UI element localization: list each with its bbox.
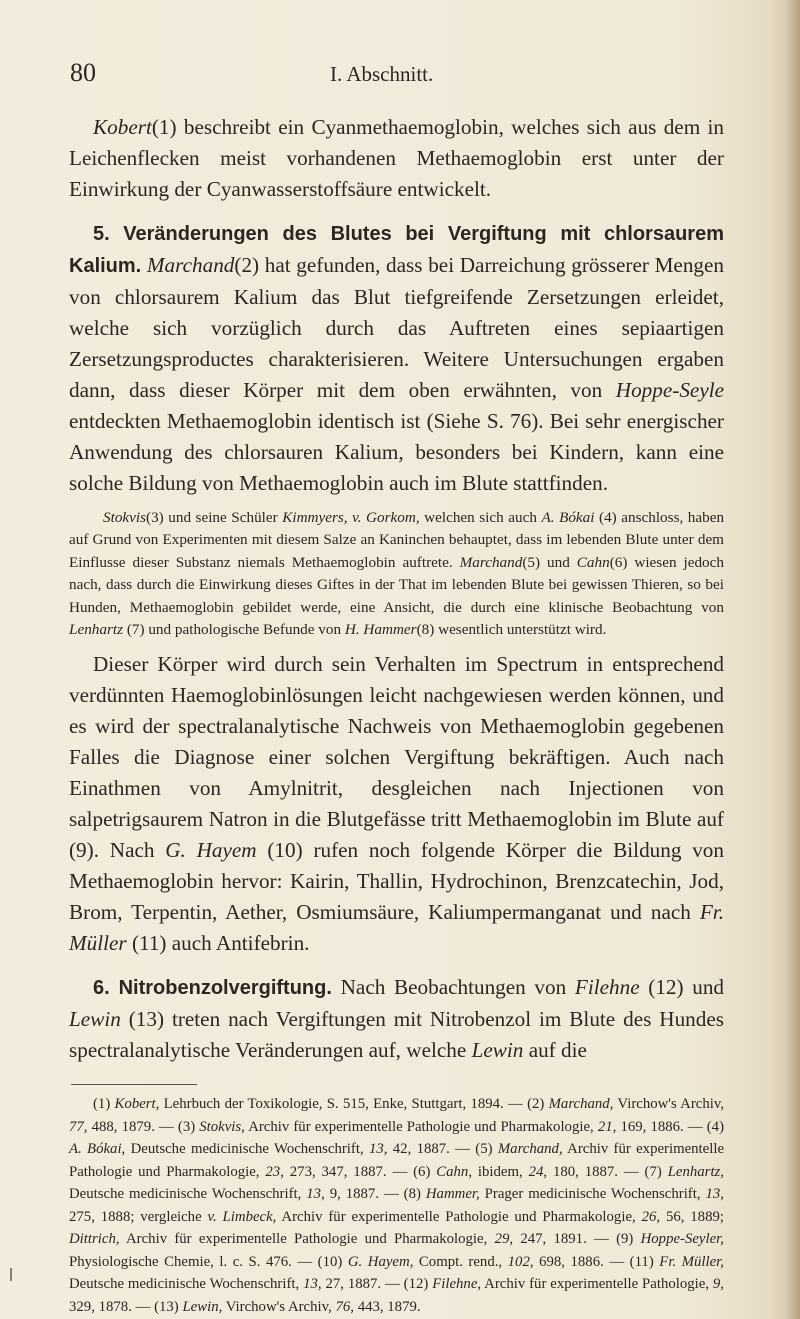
footnote-emphasis: 23, bbox=[265, 1163, 284, 1180]
footnote-emphasis: 29, bbox=[494, 1231, 514, 1248]
page-number: 80 bbox=[70, 58, 96, 87]
footnote-emphasis: 76, bbox=[335, 1298, 354, 1315]
footnote-emphasis: 26, bbox=[641, 1208, 661, 1225]
small-print-paragraph bbox=[69, 507, 724, 641]
footnote-text: 488, 1879. — (3) bbox=[91, 1118, 196, 1135]
author-name: Marchand bbox=[459, 553, 523, 571]
footnote-emphasis: G. Hayem, bbox=[347, 1253, 414, 1270]
footnote-text: Prager medicinische Wochenschrift, bbox=[484, 1186, 701, 1203]
text-run: auf die bbox=[528, 1038, 587, 1063]
section-heading: 5. Veränderungen des Blutes bei Vergiftung mit chlorsaurem Kalium. bbox=[69, 223, 724, 277]
footnote-text: Deutsche medicinische Wochenschrift, bbox=[130, 1141, 364, 1158]
footnote-emphasis: Marchand, bbox=[548, 1096, 614, 1113]
text-run: (2) hat gefunden, dass bei Darreichung grösserer Mengen von chlorsaurem Kalium das Blut tiefgreifende Zersetzungen erleidet, welche sich vorzüglich durch das Auftreten eines sepiaartigen Zersetzungsproductes charakterisieren. Weitere Untersuchungen ergaben dann, dass dieser Körper mit dem oben erwähnten, von bbox=[69, 253, 725, 402]
footnote-text: 169, 1886. — (4) bbox=[620, 1118, 724, 1135]
footnote-emphasis: Hammer, bbox=[425, 1186, 480, 1203]
footnote-text: Compt. rend., bbox=[418, 1253, 503, 1270]
author-name: Lewin bbox=[69, 1007, 121, 1032]
footnote-emphasis: Lenhartz, bbox=[667, 1163, 725, 1180]
footnote-emphasis: 13, bbox=[303, 1276, 322, 1293]
footnote-emphasis: 13, bbox=[705, 1186, 724, 1203]
footnote-emphasis: Stokvis, bbox=[199, 1118, 245, 1135]
author-name: Cahn bbox=[576, 553, 610, 571]
footnote-text: Lehrbuch der Toxikologie, S. 515, Enke, Stuttgart, 1894. — (2) bbox=[163, 1096, 545, 1113]
author-name: Kimmyers, v. Gorkom, bbox=[282, 509, 420, 526]
text-run: Nach Beobachtungen von bbox=[340, 975, 567, 1000]
page-edge-shadow bbox=[786, 0, 800, 1319]
text-run: Dieser Körper wird durch sein Verhalten im Spectrum in entsprechend verdünnten Haemoglobinlösungen leicht nachgewiesen werden können, und es wird der spectralanalytische Nachweis von Methaemoglobin gegebenen Falles die Diagnose einer solchen Vergiftung bekräftigen. Auch nach Einathmen von Amylnitrit, desgleichen nach Injectionen von salpetrigsaurem Natron in die Blutgefässe tritt Methaemoglobin im Blute auf (9). Nach bbox=[69, 652, 724, 863]
footnote-emphasis: Dittrich, bbox=[69, 1231, 120, 1248]
page-header bbox=[70, 58, 720, 98]
footnote-text: Archiv für experimentelle Pathologie und Pharmakologie, bbox=[69, 1141, 725, 1180]
footnote-text: Virchow's Archiv, bbox=[225, 1298, 332, 1315]
footnote-emphasis: 24, bbox=[528, 1163, 548, 1180]
footnote-emphasis: Kobert, bbox=[114, 1096, 160, 1113]
footnote-text: Virchow's Archiv, bbox=[617, 1096, 725, 1113]
footnote-divider bbox=[71, 1084, 197, 1085]
footnote-text: 698, 1886. — (11) bbox=[539, 1253, 654, 1270]
text-run: welchen sich auch bbox=[424, 509, 537, 526]
running-head: I. Abschnitt. bbox=[330, 62, 434, 86]
spectrum-paragraph bbox=[69, 649, 724, 959]
footnote-text: 42, 1887. — (5) bbox=[392, 1141, 493, 1158]
text-run: (13) treten nach Vergiftungen mit Nitrobenzol im Blute des Hundes spectralanalytische Veränderungen auf, welche bbox=[69, 1007, 725, 1063]
text-run: (6) wiesen jedoch nach, dass durch die Einwirkung dieses Giftes in der That im lebenden Blute bei gewissen Thieren, so bei Hunden, Methaemoglobin gebildet werde, eine Ansicht, die durch eine klinische Beobachtung von bbox=[69, 553, 724, 616]
footnote-text: 275, 1888; vergleiche bbox=[69, 1208, 202, 1225]
author-name: Hoppe-Seyle bbox=[615, 378, 725, 402]
text-run: (3) und seine Schüler bbox=[146, 509, 278, 526]
author-name: Stokvis bbox=[103, 509, 147, 526]
footnote-text: Physiologische Chemie, l. c. S. 476. — (10) bbox=[69, 1253, 343, 1270]
footnote-text: Archiv für experimentelle Pathologie und Pharmakologie, bbox=[126, 1231, 488, 1248]
section-6-paragraph bbox=[69, 972, 724, 1066]
footnote-emphasis: Fr. Müller, bbox=[659, 1253, 724, 1270]
author-name: Lewin bbox=[471, 1038, 524, 1063]
author-name: H. Hammer bbox=[344, 621, 417, 639]
text-run: (10) rufen noch folgende Körper die Bildung von Methaemoglobin hervor: Kairin, Thallin, Hydrochinon, Brenzcatechin, Jod, Brom, Terpentin, Aether, Osmiumsäure, Kaliumpermanganat und nach bbox=[69, 838, 724, 925]
author-name: Kobert bbox=[93, 115, 152, 139]
footnote-emphasis: 13, bbox=[368, 1141, 388, 1158]
footnote-emphasis: 102, bbox=[507, 1253, 534, 1270]
author-name: Fr. Müller bbox=[69, 900, 724, 956]
footnote-emphasis: Hoppe-Seyler, bbox=[640, 1231, 724, 1248]
footnote-emphasis: Lewin, bbox=[182, 1298, 223, 1315]
footnote-emphasis: Filehne, bbox=[432, 1276, 482, 1293]
footnote-emphasis: 77, bbox=[69, 1118, 88, 1135]
footnote-text: 56, 1889; bbox=[665, 1208, 724, 1225]
footnote-emphasis: A. Bókai, bbox=[69, 1141, 126, 1158]
author-name: A. Bókai bbox=[541, 509, 595, 526]
footnote-text: 9, 1887. — (8) bbox=[329, 1186, 421, 1203]
footnote-text: Archiv für experimentelle Pathologie, bbox=[484, 1276, 710, 1293]
footnotes bbox=[69, 1093, 724, 1318]
text-run: (4) anschloss, haben auf Grund von Experimenten mit diesem Salze an Kaninchen behauptet, dass im lebenden Blute unter dem Einflusse dieser Substanz niemals Methaemoglobin auftrete. bbox=[69, 509, 725, 571]
paragraph-kobert bbox=[69, 112, 724, 205]
footnote-text: Deutsche medicinische Wochenschrift, bbox=[69, 1276, 300, 1293]
text-run: (5) und bbox=[522, 553, 570, 571]
footnote-text: 443, 1879. bbox=[357, 1298, 421, 1315]
text-run: (11) auch Antifebrin. bbox=[131, 931, 310, 956]
text-run: (7) und pathologische Befunde von bbox=[126, 621, 342, 639]
page-body bbox=[69, 112, 724, 1318]
footnote-emphasis: Marchand, bbox=[497, 1141, 563, 1158]
author-name: Filehne bbox=[574, 975, 640, 1000]
footnote-text: 247, 1891. — (9) bbox=[520, 1231, 634, 1248]
footnote-emphasis: Cahn, bbox=[436, 1163, 473, 1180]
text-run: (8) wesentlich unterstützt wird. bbox=[416, 621, 607, 639]
margin-mark bbox=[10, 1268, 12, 1281]
section-heading: 6. Nitrobenzolvergiftung. bbox=[93, 977, 332, 1000]
text-run: entdeckten Methaemoglobin identisch ist (Siehe S. 76). Bei sehr energischer Anwendung des chlorsauren Kalium, besonders bei Kindern, kann eine solche Bildung von Methaemoglobin auch im Blute stattfinden. bbox=[69, 409, 724, 495]
footnote-text: 27, 1887. — (12) bbox=[325, 1276, 429, 1293]
footnote-emphasis: 9, bbox=[712, 1276, 725, 1293]
footnote-text: Deutsche medicinische Wochenschrift, bbox=[69, 1186, 302, 1203]
footnote-emphasis: 21, bbox=[597, 1118, 617, 1135]
footnote-text: (1) bbox=[93, 1096, 111, 1113]
footnote-text: ibidem, bbox=[477, 1163, 523, 1180]
footnote-text: 273, 347, 1887. — (6) bbox=[289, 1163, 431, 1180]
footnote-text: 180, 1887. — (7) bbox=[552, 1163, 662, 1180]
author-name: Lenhartz bbox=[69, 621, 124, 639]
text-run: (1) beschreibt ein Cyanmethaemoglobin, welches sich aus dem in Leichenflecken meist vorhandenen Methaemoglobin erst unter der Einwirkung der Cyanwasserstoffsäure entwickelt. bbox=[69, 115, 724, 201]
footnote-emphasis: 13, bbox=[306, 1186, 325, 1203]
footnote-text: Archiv für experimentelle Pathologie und Pharmakologie, bbox=[248, 1118, 594, 1135]
footnote-text: Archiv für experimentelle Pathologie und Pharmakologie, bbox=[281, 1208, 636, 1225]
footnote-emphasis: v. Limbeck, bbox=[207, 1208, 277, 1225]
section-5-paragraph bbox=[69, 218, 724, 499]
author-name: Marchand bbox=[146, 253, 235, 277]
author-name: G. Hayem bbox=[165, 838, 257, 863]
footnote-text: 329, 1878. — (13) bbox=[69, 1298, 179, 1315]
text-run: (12) und bbox=[648, 975, 725, 1000]
